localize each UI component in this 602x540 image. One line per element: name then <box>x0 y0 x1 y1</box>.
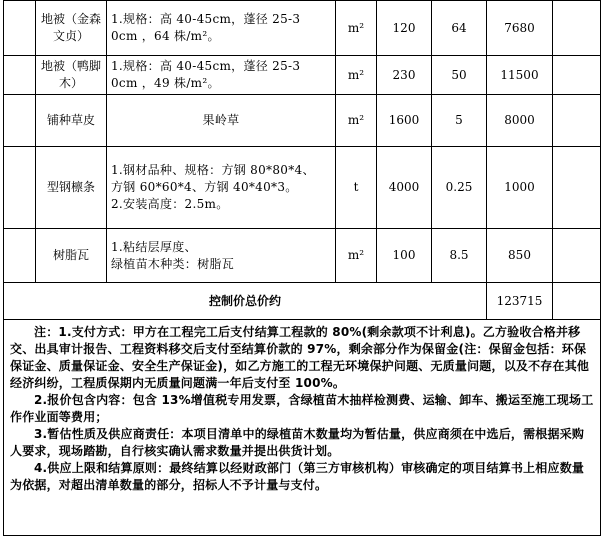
item-name <box>36 95 107 147</box>
note-settlement: 4.供应上限和结算原则：最终结算以经财政部门（第三方审核机构）审核确定的项目结算书上相应数量为依据，对超出清单数量的部分，招标人不予计量与支付。 <box>10 461 585 492</box>
item-name-line: 文贞） <box>52 29 89 43</box>
empty-cell <box>553 1 601 56</box>
index-cell <box>4 1 36 56</box>
item-row <box>4 229 601 283</box>
item-unit-price: 0.25 <box>432 147 487 229</box>
quantities-table <box>3 0 601 536</box>
item-name <box>36 147 107 229</box>
empty-cell <box>553 283 601 320</box>
empty-cell <box>553 147 601 229</box>
item-unit: m² <box>336 229 377 283</box>
item-spec-line: 方钢 60*60*4、方钢 40*40*3。 <box>111 180 298 194</box>
item-spec-line: 1.规格：高 40-45cm，蓬径 25-3 <box>111 12 301 26</box>
item-spec-line: 2.安装高度：2.5m。 <box>111 197 229 211</box>
item-name <box>36 56 107 95</box>
item-spec <box>107 95 336 147</box>
notes-block <box>4 320 601 536</box>
item-spec-line: 0cm ，64 株/m²。 <box>111 29 220 43</box>
note-pricing: 2.报价包含内容：包含 13%增值税专用发票，含绿植苗木抽样检测费、运输、卸车、搬运至施工现场工作作业面等费用； <box>10 393 594 424</box>
item-unit-price: 8.5 <box>432 229 487 283</box>
item-total: 7680 <box>487 1 553 56</box>
item-spec-line: 0cm ，49 株/m²。 <box>111 76 220 90</box>
item-spec <box>107 147 336 229</box>
total-label: 控制价总价约 <box>4 283 487 320</box>
item-name-line: 地被（金森 <box>40 12 101 26</box>
item-unit: t <box>336 147 377 229</box>
item-quantity: 100 <box>377 229 432 283</box>
item-name-line: 铺种草皮 <box>46 113 95 127</box>
notes-row <box>4 320 601 536</box>
item-unit-price: 64 <box>432 1 487 56</box>
total-value: 123715 <box>487 283 553 320</box>
item-total: 1000 <box>487 147 553 229</box>
note-payment: 注：1.支付方式：甲方在工程完工后支付结算工程款的 80%(剩余款项不计利息)。乙方验收合格并移交、出具审计报告、工程资料移交后支付至结算价款的 97%，剩余部分作为保留金(注：保留金包括：环保保证金、质量保证金、安全生产保证金)，如乙方施工的工程无环境保护问题、无质量问题，以及不存在其他经济纠纷，工程质保期内无质量问题满一年后支付至 100%。 <box>10 325 590 390</box>
item-name-line: 木） <box>58 76 83 90</box>
index-cell <box>4 56 36 95</box>
item-unit: m² <box>336 95 377 147</box>
item-quantity: 230 <box>377 56 432 95</box>
item-spec-line: 1.钢材品种、规格：方钢 80*80*4、 <box>111 163 315 177</box>
item-row <box>4 95 601 147</box>
note-estimate: 3.暂估性质及供应商责任：本项目清单中的绿植苗木数量均为暂估量，供应商须在中选后，需根据采购人要求，现场踏勘，自行核实确认需求数量并提出供货计划。 <box>10 427 585 458</box>
item-total: 11500 <box>487 56 553 95</box>
item-spec-line: 1.粘结层厚度、 <box>111 239 197 254</box>
total-row <box>4 283 601 320</box>
index-cell <box>4 229 36 283</box>
item-name <box>36 229 107 283</box>
item-spec <box>107 229 336 283</box>
item-unit-price: 5 <box>432 95 487 147</box>
empty-cell <box>553 229 601 283</box>
item-quantity: 1600 <box>377 95 432 147</box>
index-cell <box>4 147 36 229</box>
item-unit: m² <box>336 56 377 95</box>
item-quantity: 4000 <box>377 147 432 229</box>
item-unit: m² <box>336 1 377 56</box>
empty-cell <box>553 95 601 147</box>
item-spec-line: 1.规格：高 40-45cm，蓬径 25-3 <box>111 59 301 73</box>
item-spec-line: 绿植苗木种类：树脂瓦 <box>111 256 235 271</box>
item-total: 8000 <box>487 95 553 147</box>
item-spec-line: 果岭草 <box>202 113 240 127</box>
item-name-line: 地被（鸭脚 <box>40 59 101 73</box>
item-name <box>36 1 107 56</box>
item-total: 850 <box>487 229 553 283</box>
item-unit-price: 50 <box>432 56 487 95</box>
empty-cell <box>553 56 601 95</box>
item-row <box>4 147 601 229</box>
item-name-line: 树脂瓦 <box>52 248 89 262</box>
item-quantity: 120 <box>377 1 432 56</box>
item-name-line: 型钢檩条 <box>46 180 95 194</box>
item-row <box>4 1 601 56</box>
item-spec <box>107 1 336 56</box>
item-row <box>4 56 601 95</box>
index-cell <box>4 95 36 147</box>
item-spec <box>107 56 336 95</box>
